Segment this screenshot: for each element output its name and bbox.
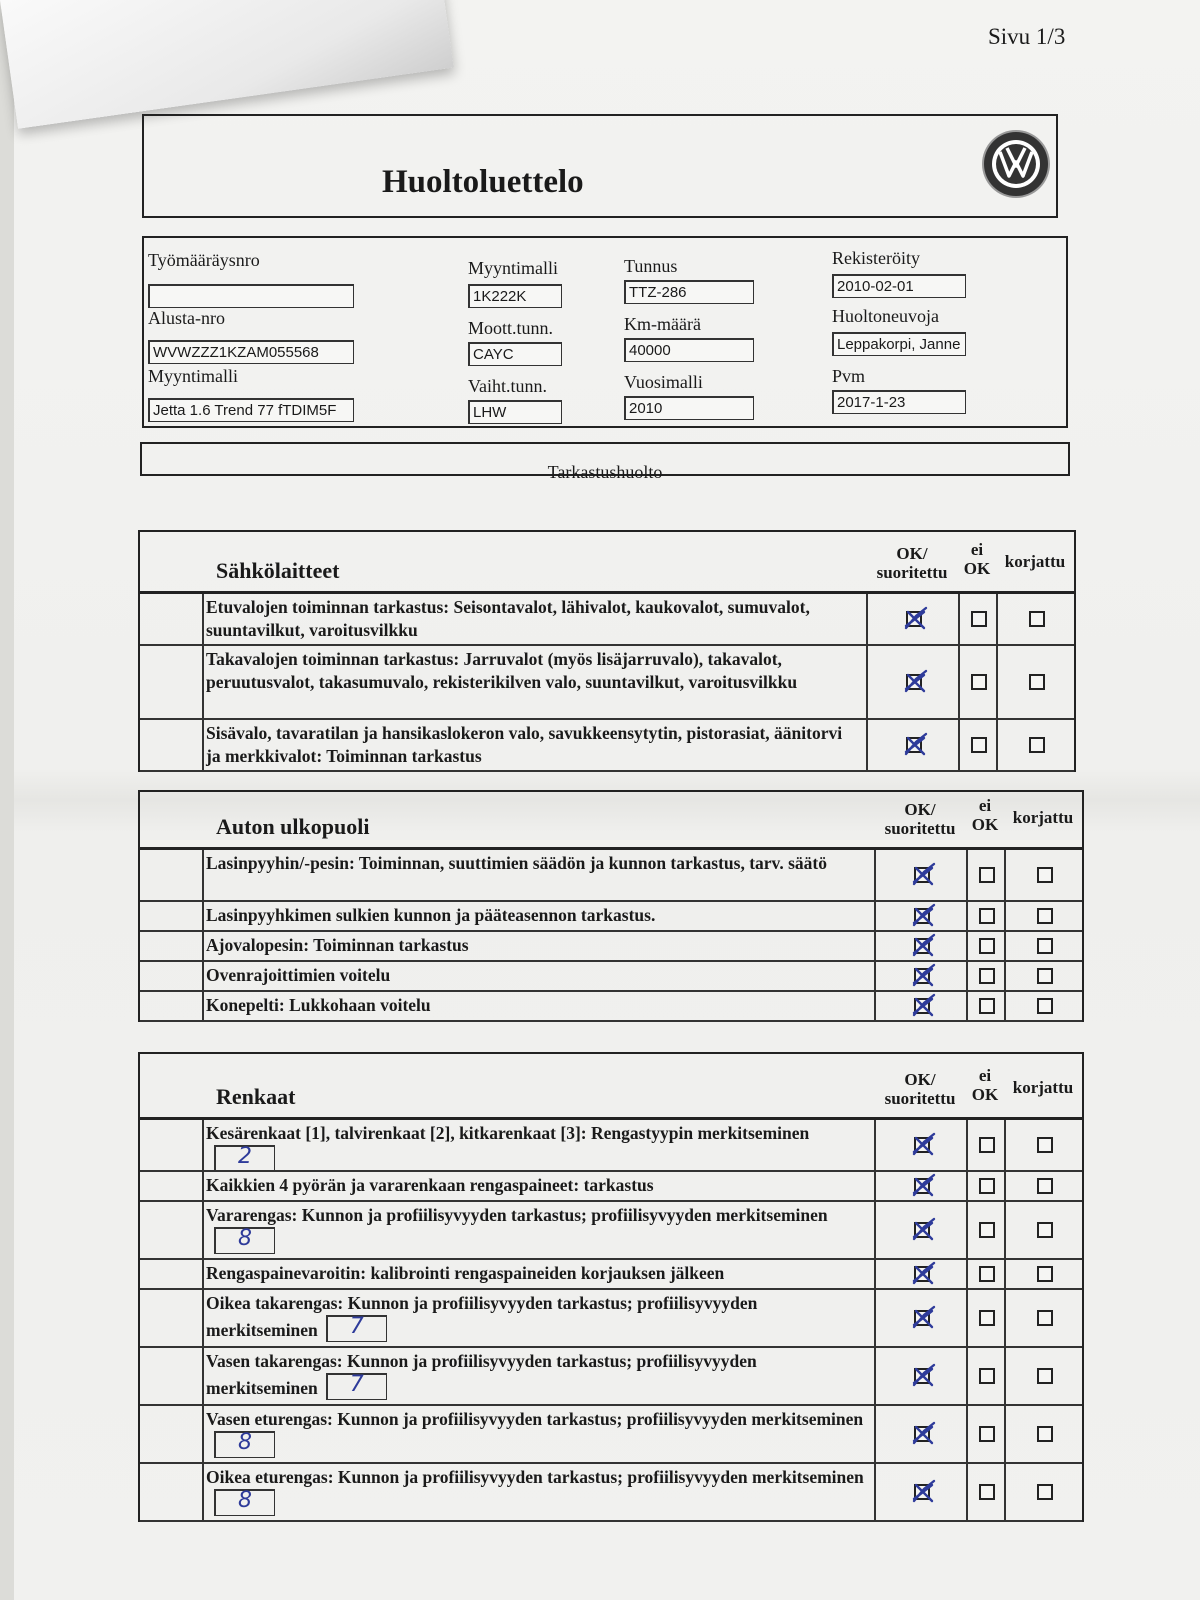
field-myyntimalli: 1K222K bbox=[468, 284, 562, 308]
row-lead-cell bbox=[140, 1290, 204, 1346]
ei-ok-cell bbox=[958, 720, 998, 770]
field-tunnus: TTZ-286 bbox=[624, 280, 754, 304]
section-title: Renkaat bbox=[216, 1084, 296, 1109]
row-label: Etuvalojen toiminnan tarkastus: Seisontavalot, lähivalot, kaukovalot, sumuvalot, suuntavilkut, varoitusvilkku bbox=[206, 597, 810, 640]
ei-ok-checkbox[interactable] bbox=[979, 1484, 995, 1500]
field-km-maara: 40000 bbox=[624, 338, 754, 362]
page-number: Sivu 1/3 bbox=[988, 24, 1066, 49]
ei-ok-cell bbox=[966, 1290, 1006, 1346]
checklist-row bbox=[140, 932, 1082, 962]
row-lead-cell bbox=[140, 594, 204, 644]
column-header-ei-line2: OK bbox=[971, 1085, 999, 1104]
ok-cell bbox=[874, 1464, 968, 1520]
label-moott-tunn: Moott.tunn. bbox=[468, 318, 554, 338]
field-myyntimalli-full: Jetta 1.6 Trend 77 fTDIM5F bbox=[148, 398, 354, 422]
ok-cell bbox=[874, 992, 968, 1020]
checklist-row bbox=[140, 850, 1082, 902]
ok-checkbox[interactable] bbox=[914, 938, 930, 954]
checklist-row bbox=[140, 1348, 1082, 1406]
ei-ok-cell bbox=[966, 1172, 1006, 1200]
row-text bbox=[206, 1408, 866, 1458]
ei-ok-cell bbox=[966, 992, 1006, 1020]
ei-ok-checkbox[interactable] bbox=[979, 1222, 995, 1238]
ei-ok-checkbox[interactable] bbox=[971, 674, 987, 690]
ei-ok-cell bbox=[958, 646, 998, 718]
ok-checkbox[interactable] bbox=[914, 1137, 930, 1153]
ok-checkbox[interactable] bbox=[914, 1178, 930, 1194]
row-label: Ajovalopesin: Toiminnan tarkastus bbox=[206, 935, 469, 955]
column-header-ei-ok bbox=[954, 540, 1000, 578]
korjattu-cell bbox=[1004, 932, 1084, 960]
ei-ok-checkbox[interactable] bbox=[979, 968, 995, 984]
row-text bbox=[206, 648, 858, 694]
korjattu-cell bbox=[1004, 1202, 1084, 1258]
field-tyomaaraysnro bbox=[148, 284, 354, 308]
korjattu-cell bbox=[1004, 902, 1084, 930]
korjattu-checkbox[interactable] bbox=[1037, 968, 1053, 984]
label-myyntimalli-full: Myyntimalli bbox=[148, 366, 238, 386]
korjattu-checkbox[interactable] bbox=[1029, 737, 1045, 753]
column-header-ok-line1: OK/ bbox=[904, 800, 936, 819]
label-vuosimalli: Vuosimalli bbox=[624, 372, 703, 392]
column-header-ei-ok bbox=[962, 1066, 1008, 1104]
column-header-ok bbox=[866, 544, 958, 582]
handwritten-value[interactable]: 7 bbox=[326, 1315, 387, 1342]
row-lead-cell bbox=[140, 720, 204, 770]
ei-ok-cell bbox=[966, 1348, 1006, 1404]
field-pvm: 2017-1-23 bbox=[832, 390, 966, 414]
ok-cell bbox=[874, 850, 968, 900]
ok-checkbox[interactable] bbox=[914, 998, 930, 1014]
ok-cell bbox=[874, 1290, 968, 1346]
handwritten-value[interactable]: 8 bbox=[214, 1227, 275, 1254]
checklist-row bbox=[140, 1172, 1082, 1202]
row-text bbox=[206, 596, 858, 642]
ei-ok-checkbox[interactable] bbox=[979, 1266, 995, 1282]
row-label: Vararengas: Kunnon ja profiilisyvyyden tarkastus; profiilisyvyyden merkitseminen bbox=[206, 1205, 828, 1225]
row-lead-cell bbox=[140, 1464, 204, 1520]
ei-ok-checkbox[interactable] bbox=[979, 908, 995, 924]
korjattu-checkbox[interactable] bbox=[1037, 1137, 1053, 1153]
ok-checkbox[interactable] bbox=[914, 1426, 930, 1442]
label-myyntimalli: Myyntimalli bbox=[468, 258, 558, 278]
column-header-korjattu: korjattu bbox=[1012, 1078, 1074, 1097]
korjattu-checkbox[interactable] bbox=[1037, 938, 1053, 954]
row-label: Oikea takarengas: Kunnon ja profiilisyvyyden tarkastus; profiilisyvyyden merkitseminen bbox=[206, 1293, 758, 1340]
field-vuosimalli: 2010 bbox=[624, 396, 754, 420]
korjattu-checkbox[interactable] bbox=[1037, 1484, 1053, 1500]
ei-ok-checkbox[interactable] bbox=[979, 1137, 995, 1153]
section-3 bbox=[138, 1052, 1084, 1522]
ok-cell bbox=[874, 1260, 968, 1288]
row-lead-cell bbox=[140, 1202, 204, 1258]
row-label: Kaikkien 4 pyörän ja vararenkaan rengaspaineet: tarkastus bbox=[206, 1175, 654, 1195]
ok-cell bbox=[866, 720, 960, 770]
checklist-row bbox=[140, 646, 1074, 720]
ok-cell bbox=[874, 962, 968, 990]
column-header-ok-line1: OK/ bbox=[904, 1070, 936, 1089]
korjattu-cell bbox=[996, 646, 1076, 718]
ei-ok-cell bbox=[966, 962, 1006, 990]
row-text bbox=[206, 1466, 866, 1516]
label-alusta-nro: Alusta-nro bbox=[148, 308, 225, 328]
ok-checkbox[interactable] bbox=[914, 1266, 930, 1282]
field-vaiht-tunn: LHW bbox=[468, 400, 562, 424]
korjattu-checkbox[interactable] bbox=[1037, 867, 1053, 883]
field-moott-tunn: CAYC bbox=[468, 342, 562, 366]
korjattu-cell bbox=[996, 720, 1076, 770]
row-lead-cell bbox=[140, 1348, 204, 1404]
ei-ok-cell bbox=[966, 1260, 1006, 1288]
checklist-row bbox=[140, 962, 1082, 992]
korjattu-checkbox[interactable] bbox=[1037, 1368, 1053, 1384]
row-label: Konepelti: Lukkohaan voitelu bbox=[206, 995, 431, 1015]
row-text bbox=[206, 904, 866, 927]
row-lead-cell bbox=[140, 932, 204, 960]
ok-checkbox[interactable] bbox=[914, 908, 930, 924]
ei-ok-cell bbox=[966, 902, 1006, 930]
korjattu-checkbox[interactable] bbox=[1029, 611, 1045, 627]
label-rekisteroity: Rekisteröity bbox=[832, 248, 920, 268]
korjattu-cell bbox=[1004, 1464, 1084, 1520]
checklist-row bbox=[140, 1406, 1082, 1464]
ei-ok-cell bbox=[966, 850, 1006, 900]
row-lead-cell bbox=[140, 850, 204, 900]
section-title: Sähkölaitteet bbox=[216, 558, 340, 583]
korjattu-cell bbox=[1004, 992, 1084, 1020]
ei-ok-checkbox[interactable] bbox=[979, 1368, 995, 1384]
row-label: Oikea eturengas: Kunnon ja profiilisyvyyden tarkastus; profiilisyvyyden merkitseminen bbox=[206, 1467, 864, 1487]
row-text bbox=[206, 1204, 866, 1254]
row-lead-cell bbox=[140, 962, 204, 990]
checklist-row bbox=[140, 1290, 1082, 1348]
column-header-ei-line1: ei bbox=[970, 540, 984, 559]
service-type-box bbox=[140, 442, 1070, 482]
ok-checkbox[interactable] bbox=[906, 674, 922, 690]
field-alusta-nro: WVWZZZ1KZAM055568 bbox=[148, 340, 354, 364]
label-km-maara: Km-määrä bbox=[624, 314, 701, 334]
row-label: Lasinpyyhkimen sulkien kunnon ja pääteasennon tarkastus. bbox=[206, 905, 656, 925]
checklist-row bbox=[140, 1202, 1082, 1260]
row-text bbox=[206, 852, 866, 875]
row-lead-cell bbox=[140, 1172, 204, 1200]
row-lead-cell bbox=[140, 646, 204, 718]
ei-ok-cell bbox=[966, 1406, 1006, 1462]
ok-cell bbox=[874, 902, 968, 930]
ok-checkbox[interactable] bbox=[914, 1222, 930, 1238]
title-box bbox=[142, 114, 1058, 218]
column-header-ok-line2: suoritettu bbox=[884, 1089, 956, 1108]
column-header-ei-line1: ei bbox=[978, 1066, 992, 1085]
row-label: Rengaspainevaroitin: kalibrointi rengaspaineiden korjauksen jälkeen bbox=[206, 1263, 725, 1283]
column-header-ei-line1: ei bbox=[978, 796, 992, 815]
ei-ok-cell bbox=[966, 1202, 1006, 1258]
korjattu-checkbox[interactable] bbox=[1037, 1178, 1053, 1194]
label-tunnus: Tunnus bbox=[624, 256, 678, 276]
ok-cell bbox=[874, 1348, 968, 1404]
column-header-ei-ok bbox=[962, 796, 1008, 834]
field-huoltoneuvoja: Leppakorpi, Janne bbox=[832, 332, 966, 356]
row-lead-cell bbox=[140, 1406, 204, 1462]
row-label: Takavalojen toiminnan tarkastus: Jarruvalot (myös lisäjarruvalo), takavalot, peruutusvalot, takasumuvalo, rekisterikilven valo, suuntavilkut, varoitusvilkku bbox=[206, 649, 798, 692]
column-header-korjattu: korjattu bbox=[1012, 808, 1074, 827]
korjattu-checkbox[interactable] bbox=[1037, 1310, 1053, 1326]
column-header-ok-line2: suoritettu bbox=[876, 563, 948, 582]
row-text bbox=[206, 1292, 866, 1342]
column-header-ok bbox=[874, 800, 966, 838]
korjattu-cell bbox=[996, 594, 1076, 644]
label-tyomaaraysnro: Työmääräysnro bbox=[148, 250, 260, 270]
checklist-row bbox=[140, 1120, 1082, 1172]
korjattu-cell bbox=[1004, 850, 1084, 900]
row-lead-cell bbox=[140, 902, 204, 930]
row-label: Vasen takarengas: Kunnon ja profiilisyvyyden tarkastus; profiilisyvyyden merkitseminen bbox=[206, 1351, 757, 1398]
ok-cell bbox=[874, 932, 968, 960]
row-text bbox=[206, 994, 866, 1017]
korjattu-checkbox[interactable] bbox=[1037, 1222, 1053, 1238]
ei-ok-checkbox[interactable] bbox=[971, 737, 987, 753]
korjattu-checkbox[interactable] bbox=[1037, 998, 1053, 1014]
ok-cell bbox=[874, 1120, 968, 1170]
label-pvm: Pvm bbox=[832, 366, 866, 386]
row-label: Ovenrajoittimien voitelu bbox=[206, 965, 391, 985]
column-header-ei-line2: OK bbox=[971, 815, 999, 834]
row-lead-cell bbox=[140, 1260, 204, 1288]
service-type: Tarkastushuolto bbox=[547, 462, 663, 482]
checklist-row bbox=[140, 594, 1074, 646]
column-header-korjattu: korjattu bbox=[1004, 552, 1066, 571]
checklist-row bbox=[140, 1464, 1082, 1522]
vehicle-info-box bbox=[142, 236, 1068, 428]
column-header-ok-line1: OK/ bbox=[896, 544, 928, 563]
ok-cell bbox=[874, 1406, 968, 1462]
korjattu-cell bbox=[1004, 1260, 1084, 1288]
field-rekisteroity: 2010-02-01 bbox=[832, 274, 966, 298]
checklist-row bbox=[140, 992, 1082, 1022]
ei-ok-cell bbox=[958, 594, 998, 644]
ei-ok-checkbox[interactable] bbox=[979, 1178, 995, 1194]
document-title: Huoltoluettelo bbox=[382, 164, 584, 200]
handwritten-value[interactable]: 2 bbox=[214, 1145, 275, 1172]
ok-cell bbox=[874, 1172, 968, 1200]
korjattu-checkbox[interactable] bbox=[1037, 1266, 1053, 1282]
row-label: Kesärenkaat [1], talvirenkaat [2], kitkarenkaat [3]: Rengastyypin merkitseminen bbox=[206, 1123, 810, 1143]
vw-logo-icon bbox=[984, 132, 1048, 196]
label-vaiht-tunn: Vaiht.tunn. bbox=[468, 376, 547, 396]
ok-checkbox[interactable] bbox=[914, 1310, 930, 1326]
korjattu-checkbox[interactable] bbox=[1029, 674, 1045, 690]
row-text bbox=[206, 1174, 866, 1197]
row-lead-cell bbox=[140, 1120, 204, 1170]
korjattu-checkbox[interactable] bbox=[1037, 1426, 1053, 1442]
row-label: Lasinpyyhin/-pesin: Toiminnan, suuttimien säädön ja kunnon tarkastus, tarv. säätö bbox=[206, 853, 827, 873]
ei-ok-checkbox[interactable] bbox=[979, 998, 995, 1014]
ok-checkbox[interactable] bbox=[906, 737, 922, 753]
ei-ok-cell bbox=[966, 1120, 1006, 1170]
ok-checkbox[interactable] bbox=[906, 611, 922, 627]
ok-checkbox[interactable] bbox=[914, 968, 930, 984]
handwritten-value[interactable]: 8 bbox=[214, 1431, 275, 1458]
ok-checkbox[interactable] bbox=[914, 1484, 930, 1500]
handwritten-value[interactable]: 8 bbox=[214, 1489, 275, 1516]
row-text bbox=[206, 1122, 866, 1172]
checklist-row bbox=[140, 902, 1082, 932]
korjattu-cell bbox=[1004, 1172, 1084, 1200]
row-text bbox=[206, 1262, 866, 1285]
ei-ok-checkbox[interactable] bbox=[971, 611, 987, 627]
ei-ok-checkbox[interactable] bbox=[979, 1426, 995, 1442]
checklist-row bbox=[140, 1260, 1082, 1290]
row-text bbox=[206, 1350, 866, 1400]
ei-ok-checkbox[interactable] bbox=[979, 1310, 995, 1326]
ei-ok-cell bbox=[966, 1464, 1006, 1520]
row-label: Sisävalo, tavaratilan ja hansikaslokeron valo, savukkeensytytin, pistorasiat, äänitorvi ja merkkivalot: Toiminnan tarkastus bbox=[206, 723, 843, 766]
korjattu-cell bbox=[1004, 1290, 1084, 1346]
row-text bbox=[206, 964, 866, 987]
korjattu-cell bbox=[1004, 962, 1084, 990]
ei-ok-checkbox[interactable] bbox=[979, 938, 995, 954]
label-huoltoneuvoja: Huoltoneuvoja bbox=[832, 306, 939, 326]
column-header-ok bbox=[874, 1070, 966, 1108]
korjattu-cell bbox=[1004, 1406, 1084, 1462]
column-header-ei-line2: OK bbox=[963, 559, 991, 578]
ok-cell bbox=[874, 1202, 968, 1258]
ok-checkbox[interactable] bbox=[914, 1368, 930, 1384]
korjattu-cell bbox=[1004, 1348, 1084, 1404]
korjattu-checkbox[interactable] bbox=[1037, 908, 1053, 924]
column-header-ok-line2: suoritettu bbox=[884, 819, 956, 838]
row-text bbox=[206, 722, 858, 768]
section-title: Auton ulkopuoli bbox=[216, 814, 370, 839]
section-1 bbox=[138, 530, 1076, 772]
section-2 bbox=[138, 790, 1084, 1022]
ok-cell bbox=[866, 594, 960, 644]
korjattu-cell bbox=[1004, 1120, 1084, 1170]
row-text bbox=[206, 934, 866, 957]
row-lead-cell bbox=[140, 992, 204, 1020]
ei-ok-cell bbox=[966, 932, 1006, 960]
ok-checkbox[interactable] bbox=[914, 867, 930, 883]
checklist-row bbox=[140, 720, 1074, 772]
ok-cell bbox=[866, 646, 960, 718]
ei-ok-checkbox[interactable] bbox=[979, 867, 995, 883]
handwritten-value[interactable]: 7 bbox=[326, 1373, 387, 1400]
row-label: Vasen eturengas: Kunnon ja profiilisyvyyden tarkastus; profiilisyvyyden merkitseminen bbox=[206, 1409, 864, 1429]
